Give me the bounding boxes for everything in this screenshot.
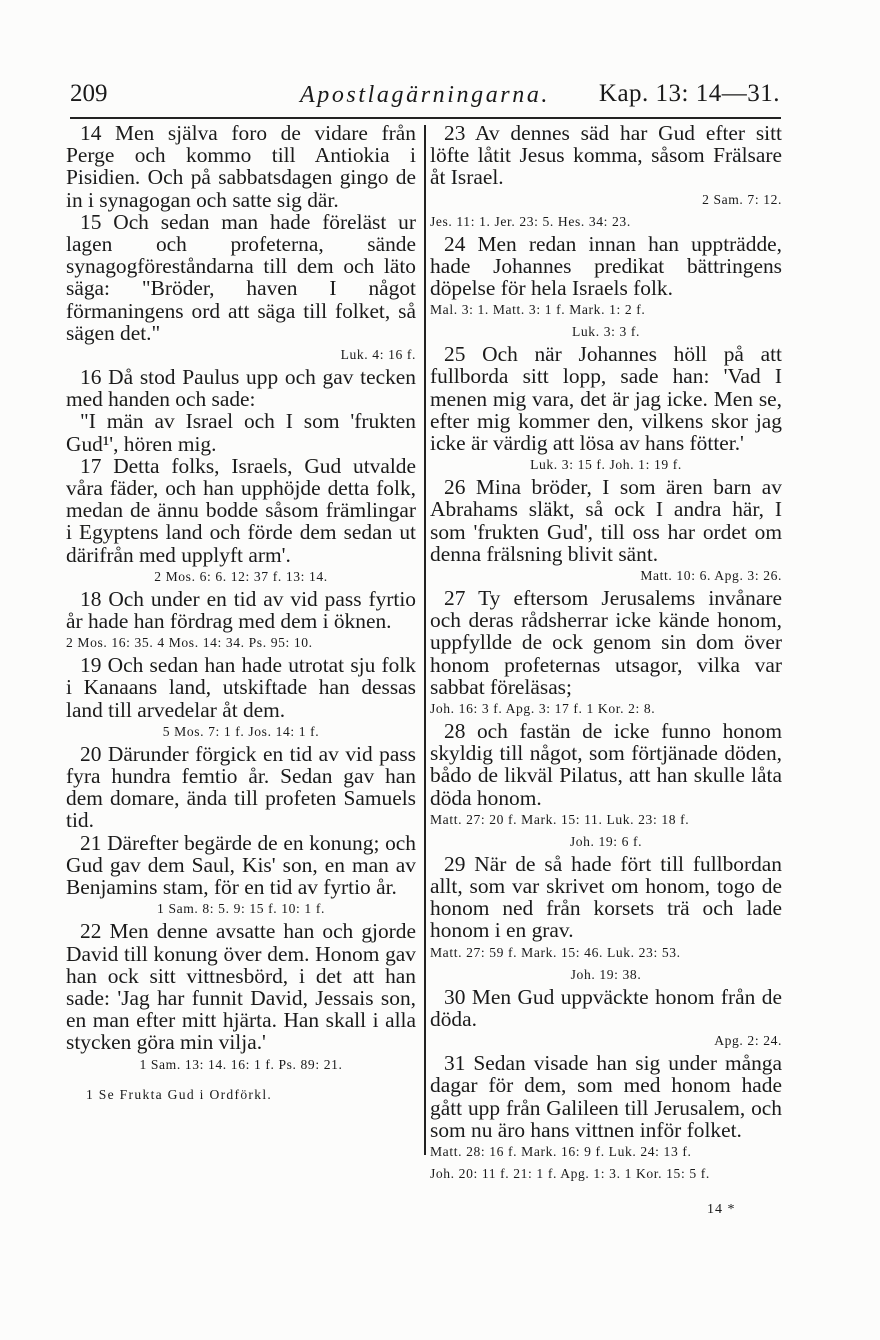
running-header — [70, 80, 780, 116]
cross-reference: Apg. 2: 24. — [714, 1033, 782, 1049]
verse: 24 Men redan innan han uppträdde, hade Johannes predikat bättringens döpelse för hela Israels folk. — [430, 231, 782, 301]
cross-reference: 2 Mos. 16: 35. 4 Mos. 14: 34. Ps. 95: 10. — [66, 635, 313, 651]
cross-reference: Matt. 27: 59 f. Mark. 15: 46. Luk. 23: 53. — [430, 944, 681, 960]
right-column — [430, 122, 782, 1185]
left-column — [66, 122, 416, 1106]
verse: 16 Då stod Paulus upp och gav tecken med handen och sade: — [66, 365, 416, 412]
verse: 25 Och när Johannes höll på att fullborda sitt lopp, sade han: 'Vad I menen mig vara, det är jag icke. Men se, efter mig kommer den, vilkens skor jag icke är värdig att lösa av hans fötter.' — [430, 342, 782, 456]
cross-reference: Luk. 3: 3 f. — [572, 324, 640, 340]
verse: 22 Men denne avsatte han och gjorde David till konung över dem. Honom gav han ock sitt vittnesbörd, i det att han sade: 'Jag har funnit David, Jessais son, en man efter mitt hjärta. Han skall i alla stycken göra min vilja.' — [66, 919, 416, 1055]
cross-reference: 1 Sam. 8: 5. 9: 15 f. 10: 1 f. — [157, 901, 325, 917]
signature-mark: 14 * — [707, 1202, 736, 1217]
verse: 15 Och sedan man hade föreläst ur lagen och profeterna, sände synagogföreståndarna till dem och läto säga: "Bröder, haven I något förmaningens ord att säga till folket, så sägen det." — [66, 209, 416, 345]
cross-reference: Mal. 3: 1. Matt. 3: 1 f. Mark. 1: 2 f. — [430, 302, 646, 318]
cross-reference: 2 Mos. 6: 6. 12: 37 f. 13: 14. — [154, 568, 328, 584]
cross-reference: Matt. 27: 20 f. Mark. 15: 11. Luk. 23: 18 f. — [430, 811, 690, 827]
verse: 20 Därunder förgick en tid av vid pass fyra hundra femtio år. Sedan gav han dem domare, ända till profeten Samuels tid. — [66, 741, 416, 833]
cross-reference: Matt. 10: 6. Apg. 3: 26. — [640, 568, 782, 584]
footnote: 1 Se Frukta Gud i Ordförkl. — [86, 1086, 273, 1102]
cross-reference: 1 Sam. 13: 14. 16: 1 f. Ps. 89: 21. — [139, 1056, 343, 1072]
cross-reference: Jes. 11: 1. Jer. 23: 5. Hes. 34: 23. — [430, 213, 631, 229]
cross-reference: 2 Sam. 7: 12. — [702, 191, 782, 207]
verse: 31 Sedan visade han sig under många dagar för dem, som med honom hade gått upp från Galileen till Jerusalem, och som nu äro hans vittnen inför folket. — [430, 1051, 782, 1142]
verse: 23 Av dennes säd har Gud efter sitt löfte låtit Jesus komma, såsom Frälsare åt Israel. — [430, 121, 782, 190]
verse: 18 Och under en tid av vid pass fyrtio år hade han fördrag med dem i öknen. — [66, 586, 416, 634]
verse: 27 Ty eftersom Jerusalems invånare och deras rådsherrar icke kände honom, uppfyllde de ock genom sin dom över honom profeternas utsagor, vilka var sabbat föreläsas; — [430, 586, 782, 699]
cross-reference: Luk. 4: 16 f. — [340, 347, 416, 363]
verse: 30 Men Gud uppväckte honom från de döda. — [430, 984, 782, 1031]
cross-reference: Joh. 20: 11 f. 21: 1 f. Apg. 1: 3. 1 Kor. 15: 5 f. — [430, 1165, 710, 1181]
page-number: 209 — [70, 80, 108, 107]
verse: 28 och fastän de icke funno honom skyldig till något, som förtjänade döden, bådo de likväl Pilatus, att han skulle låta döda honom. — [430, 719, 782, 810]
verse: 14 Men själva foro de vidare från Perge och kommo till Antiokia i Pisidien. Och på sabbatsdagen gingo de in i synagogan och satte sig där. — [66, 121, 416, 212]
cross-reference: Joh. 16: 3 f. Apg. 3: 17 f. 1 Kor. 2: 8. — [430, 701, 656, 717]
verse: 29 När de så hade fört till fullbordan allt, som var skrivet om honom, togo de honom ned från korsets trä och lade honom i en grav. — [430, 851, 782, 943]
cross-reference: Joh. 19: 6 f. — [569, 833, 643, 849]
verse-continuation: "I män av Israel och I som 'frukten Gud¹', hören mig. — [66, 409, 416, 456]
verse: 17 Detta folks, Israels, Gud utvalde våra fäder, och han upphöjde detta folk, medan de ännu bodde såsom främlingar i Egyptens land och förde dem sedan ut därifrån med upplyft arm'. — [66, 453, 416, 567]
verse: 21 Därefter begärde de en konung; och Gud gav dem Saul, Kis' son, en man av Benjamins stam, för en tid av fyrtio år. — [66, 830, 416, 900]
cross-reference: Joh. 19: 38. — [570, 966, 642, 982]
book-title: Apostlagärningarna. — [299, 82, 551, 108]
cross-reference: 5 Mos. 7: 1 f. Jos. 14: 1 f. — [162, 723, 320, 739]
header-rule — [70, 117, 781, 119]
chapter-reference: Kap. 13: 14—31. — [598, 80, 780, 107]
cross-reference: Luk. 3: 15 f. Joh. 1: 19 f. — [530, 457, 682, 473]
verse: 19 Och sedan han hade utrotat sju folk i Kanaans land, utskiftade han dessas land till arvedelar åt dem. — [66, 653, 416, 722]
verse: 26 Mina bröder, I som ären barn av Abrahams släkt, så ock I andra här, I som 'frukten Gud', till oss har ordet om denna frälsning blivit sänt. — [430, 475, 782, 566]
cross-reference: Matt. 28: 16 f. Mark. 16: 9 f. Luk. 24: 13 f. — [430, 1143, 692, 1159]
column-divider — [424, 125, 426, 1155]
